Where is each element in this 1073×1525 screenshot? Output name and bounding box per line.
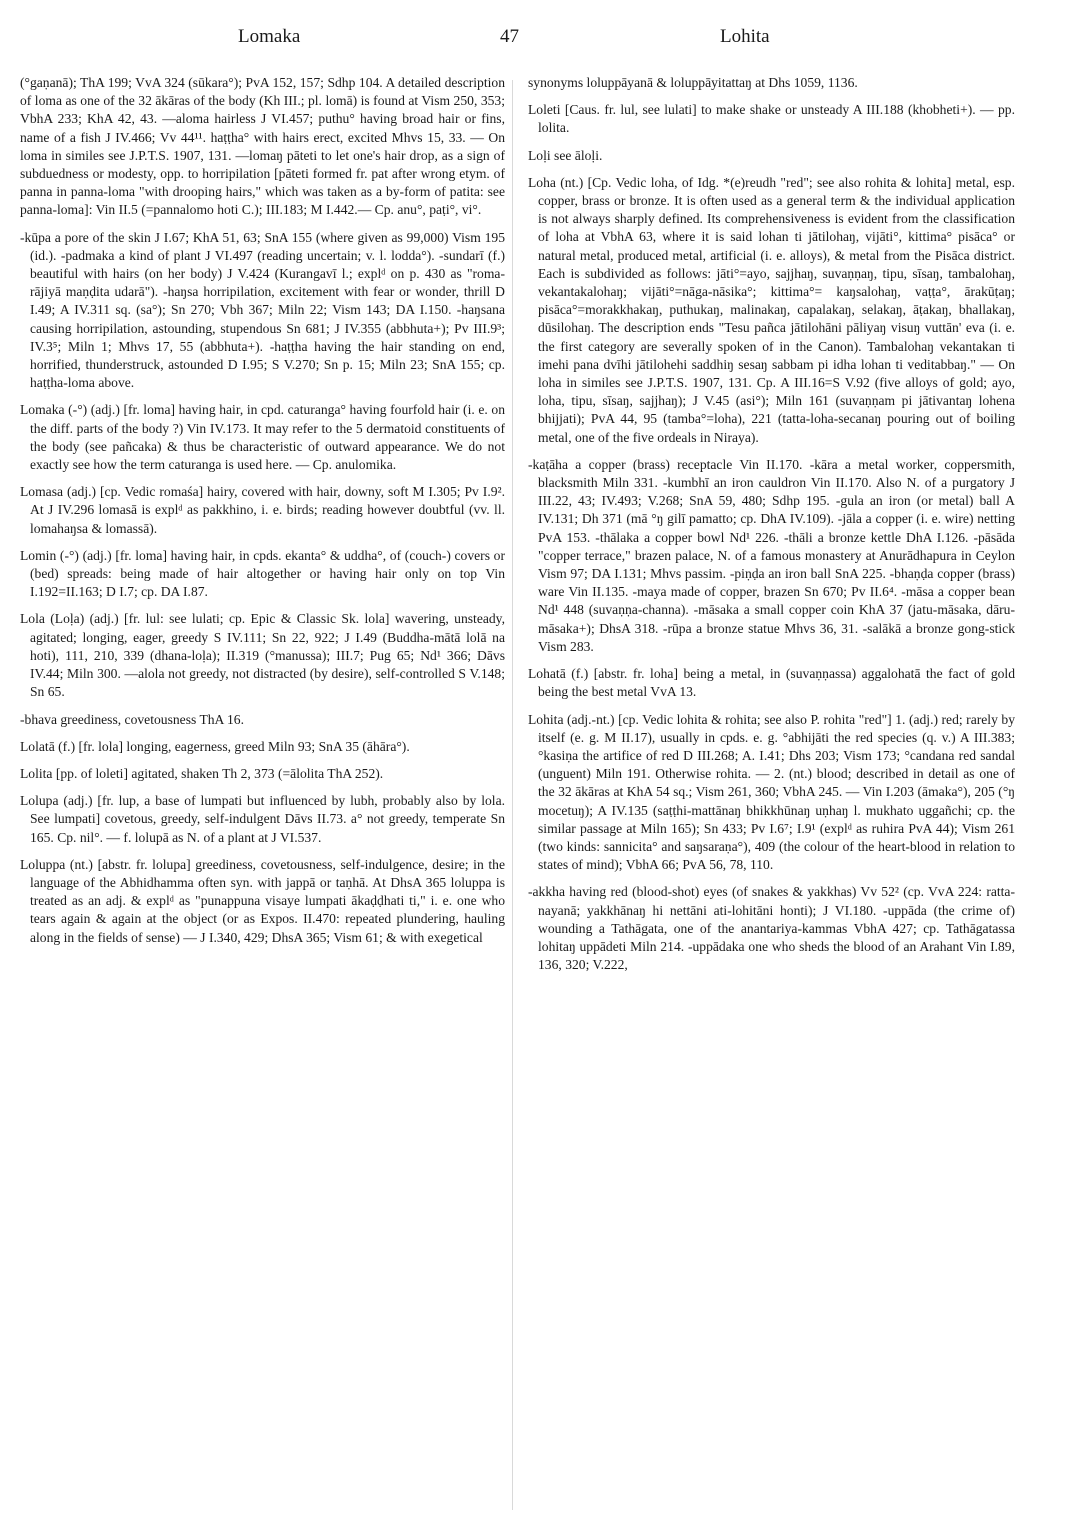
entry-paragraph: Loḷi see āloḷi.: [528, 147, 603, 163]
entry-paragraph: Lohatā (f.) [abstr. fr. loha] being a metal, in (suvaṇṇassa) aggalohatā the fact of gold being the best metal VvA 13.: [528, 666, 1015, 700]
entry-paragraph: Lola (Loḷa) (adj.) [fr. lul: see lulati; cp. Epic & Classic Sk. lola] wavering, unsteady, agitated; longing, eager, greedy S IV.111; Sn 22, 922; J I.49 (Buddha-mātā lolā na hoti), 111, 210, 339 (dhana-loḷa); II.319 (°manussa); III.7; Pug 65; Nd¹ 366; Dāvs IV.44; Miln 300. —alola not greedy, not distracted (by desire), self-controlled S V.148; Sn 65.: [20, 611, 505, 700]
entry-paragraph: -kūpa a pore of the skin J I.67; KhA 51, 63; SnA 155 (where given as 99,000) Vism 195 (id.). -padmaka a kind of plant J VI.497 (reading uncertain; v. l. lodda°). -sundarī (f.) beautiful with hairs (on her body) J V.424 (Kurangavī l.; explᵈ on p. 430 as "roma-rājiyā maṇḍita udarā"). -haŋsa horripilation, excitement with fear or wonder, thrill D I.49; A IV.311 sq. (sa°); Sn 270; Vbh 367; Miln 22; Vism 143; DA I.150. -haŋsana causing horripilation, astounding, stupendous Sn 681; J IV.355 (abbhuta+); Pv III.9³; IV.3⁵; Miln 1; Mhvs 17, 55 (abbhuta+). -haṭṭha having the hair standing on end, horrified, thunderstruck, astounded D I.95; S V.270; Sn p. 15; Miln 23; SnA 155; cp. haṭṭha-loma above.: [20, 229, 505, 391]
entry-paragraph: Lomin (-°) (adj.) [fr. loma] having hair, in cpds. ekanta° & uddha°, of (couch-) covers or (bed) spreads: being made of hair altogether or having hair only on top Vin I.192=II.163; D I.7; cp. DA I.87.: [20, 547, 505, 600]
entry-paragraph: -kaṭāha a copper (brass) receptacle Vin II.170. -kāra a metal worker, coppersmith, blacksmith Miln 331. -kumbhī an iron cauldron Vin II.170. Also N. of a purgatory J III.22, 43; IV.493; V.268; SnA 59, 480; Sdhp 195. -gula an iron (or metal) ball A IV.131; Dh 371 (mā °ŋ gilī pamatto; cp. DhA IV.109). -jāla a copper (i. e. wire) netting PvA 153. -thālaka a copper bowl Nd¹ 226. -thāli a bronze kettle DhA I.126. -pāsāda "copper terrace," brazen palace, N. of a famous monastery at Anurādhapura in Ceylon Vism 97; DA I.131; Mhvs passim. -piṇḍa an iron ball SnA 225. -bhaṇḍa copper (brass) ware Vin II.135. -maya made of copper, brazen Sn 670; Pv II.6⁴. -māsa a copper bean Nd¹ 448 (suvaṇṇa-channa). -māsaka a small copper coin KhA 37 (jatu-māsaka, dāru-māsaka+); DhsA 318. -rūpa a bronze statue Mhvs 36, 31. -salākā a bronze gong-stick Vism 283.: [528, 456, 1015, 654]
entry-paragraph: Loha (nt.) [Cp. Vedic loha, of Idg. *(e)reudh "red"; see also rohita & lohita] metal, esp. copper, brass or bronze. It is often used as a general term & the individual application is not always sharply defined. Its comprehensiveness is evident from the classification of loha at VbhA 63, where it is said lohan ti jātilohaŋ, vijāti°, kittima° pisāca° or natural metal, produced metal, artificial (i. e. alloys), & metal from the Pisāca district. Each is subdivided as follows: jāti°=ayo, sajjhaŋ, suvaṇṇaŋ, tipu, sīsaŋ, tambalohaŋ, vekantakalohaŋ; vijāti°=nāga-nāsika°; kittima°= kaŋsalohaŋ, vaṭṭa°, ārakūṭaŋ; pisāca°=morakkhakaŋ, puthukaŋ, malinakaŋ, capalakaŋ, selakaŋ, āṭakaŋ, bhallakaŋ, dūsilohaŋ. The description ends "Tesu pañca jātilohāni pāliyaŋ visuŋ vuttān' eva (i. e. the first category are severally spoken of in the Canon). Tambalohaŋ vekantakan ti imehi pana dvīhi jātilohehi saddhiŋ sesaŋ sabbam pi idha lohan ti veditabbaŋ." — On loha in similes see J.P.T.S. 1907, 131. Cp. A III.16=S V.92 (five alloys of gold; ayo, loha, tipu, sīsaŋ, sajjhaŋ); J V.45 (asi°); Miln 161 (suvaṇṇam pi jātivantaŋ lohena bhijjati); PvA 44, 95 (tamba°=loha), 221 (tatta-loha-secanaŋ pouring out of boiling metal, one of the five ordeals in Niraya).: [528, 174, 1015, 445]
entry-paragraph: synonyms loluppāyanā & loluppāyitattaŋ at Dhs 1059, 1136.: [528, 75, 858, 90]
page-header: [0, 26, 1073, 56]
entry-paragraph: (°gaṇanā); ThA 199; VvA 324 (sūkara°); PvA 152, 157; Sdhp 104. A detailed description of loma as one of the 32 ākāras of the body (Kh III.; pl. lomā) is found at Vism 250, 353; VbhA 233; KhA 42, 43. —aloma hairless J VI.457; puthu° having broad hair or fins, name of a fish J IV.466; Vv 44¹¹. haṭṭha° with hairs erect, excited Mhvs 15, 33. — On loma in similes see J.P.T.S. 1907, 131. —lomaŋ pāteti to let one's hair drop, as a sign of subduedness or modesty, opp. to horripilation [pāteti formed fr. pat after wrong etym. of panna in panna-loma "with drooping hairs," which was taken as a by-form of patita: see panna-loma]: Vin II.5 (=pannalomo hoti C.); III.183; M I.442.— Cp. anu°, paṭi°, vi°.: [20, 75, 505, 218]
left-column: [20, 74, 505, 1514]
page-number: 47: [500, 26, 519, 47]
entry-paragraph: Lolatā (f.) [fr. lola] longing, eagerness, greed Miln 93; SnA 35 (āhāra°).: [20, 738, 410, 754]
entry-paragraph: Loleti [Caus. fr. lul, see lulati] to make shake or unsteady A III.188 (khobheti+). — pp. lolita.: [528, 102, 1015, 136]
left-guide-word: Lomaka: [238, 26, 301, 47]
right-guide-word: Lohita: [720, 26, 770, 47]
entry-paragraph: Lolupa (adj.) [fr. lup, a base of lumpati but influenced by lubh, probably also by lola. See lumpati] covetous, greedy, self-indulgent Dāvs II.73. a° not greedy, temperate Sn 165. Cp. nil°. — f. lolupā as N. of a plant at J VI.537.: [20, 793, 505, 845]
entry-paragraph: Loluppa (nt.) [abstr. fr. lolupa] greediness, covetousness, self-indulgence, desire; in the language of the Abhidhamma often syn. with jappā or taṇhā. At DhsA 365 loluppa is treated as an adj. & explᵈ as "punappuna visaye lumpati ākaḍḍhati ti," i. e. one who tears again & again at the object (or as Expos. II.470: repeated plundering, hauling along in the fields of sense) — J I.340, 429; DhsA 365; Vism 61; & with exegetical: [20, 856, 505, 945]
right-column: [528, 74, 1015, 1514]
entry-paragraph: Lohita (adj.-nt.) [cp. Vedic lohita & rohita; see also P. rohita "red"] 1. (adj.) red; rarely by itself (e. g. M II.17), usually in cpds. e. g. °abhijāti the red species (q. v.) A III.383; °kasiṇa the artifice of red D III.268; A. I.41; Dhs 203; Vism 173; °candana red sandal (unguent) Miln 191. Otherwise rohita. — 2. (nt.) blood; described in detail as one of the 32 ākāras at KhA 54 sq.; Vism 261, 360; VbhA 245. — Vin I.203 (āmaka°), 205 (°ŋ mocetuŋ); A IV.135 (saṭṭhi-mattānaŋ bhikkhūnaŋ uṇhaŋ l. mukhato uggañchi; cp. the similar passage at Miln 165); Sn 433; Pv I.6⁷; I.9¹ (explᵈ as ruhira PvA 44); Vism 261 (two kinds: sannicita° and saŋsaraṇa°), 409 (the colour of the heart-blood in relation to states of mind); VbhA 66; PvA 56, 78, 110.: [528, 711, 1015, 873]
entry-paragraph: Lomasa (adj.) [cp. Vedic romaśa] hairy, covered with hair, downy, soft M I.305; Pv I.9². At J IV.296 lomasā is explᵈ as pakkhino, i. e. birds; reading however doubtful (vv. ll. lomahaŋsa & lomassā).: [20, 484, 505, 536]
entry-paragraph: Lolita [pp. of loleti] agitated, shaken Th 2, 373 (=ālolita ThA 252).: [20, 765, 384, 781]
entry-paragraph: -bhava greediness, covetousness ThA 16.: [20, 711, 244, 727]
column-divider: [512, 80, 513, 1510]
entry-paragraph: -akkha having red (blood-shot) eyes (of snakes & yakkhas) Vv 52² (cp. VvA 224: ratta-nayanā; yakkhānaŋ hi nettāni ati-lohitāni honti); J VI.180. -uppāda (the crime of) wounding a Tathāgata, one of the anantariya-kammas VbhA 427; cp. Tathāgatassa lohitaŋ uppādeti Miln 214. -uppādaka one who sheds the blood of an Arahant Vin I.89, 136, 320; V.222,: [528, 884, 1015, 973]
entry-paragraph: Lomaka (-°) (adj.) [fr. loma] having hair, in cpd. caturanga° having fourfold hair (i. e. on the diff. parts of the body ?) Vin IV.173. It may refer to the 5 dermatoid constituents of the body (see pañcaka) & thus be characteristic of outward appearance. We do not exactly see how the term caturanga is used here. — Cp. anulomika.: [20, 402, 505, 473]
